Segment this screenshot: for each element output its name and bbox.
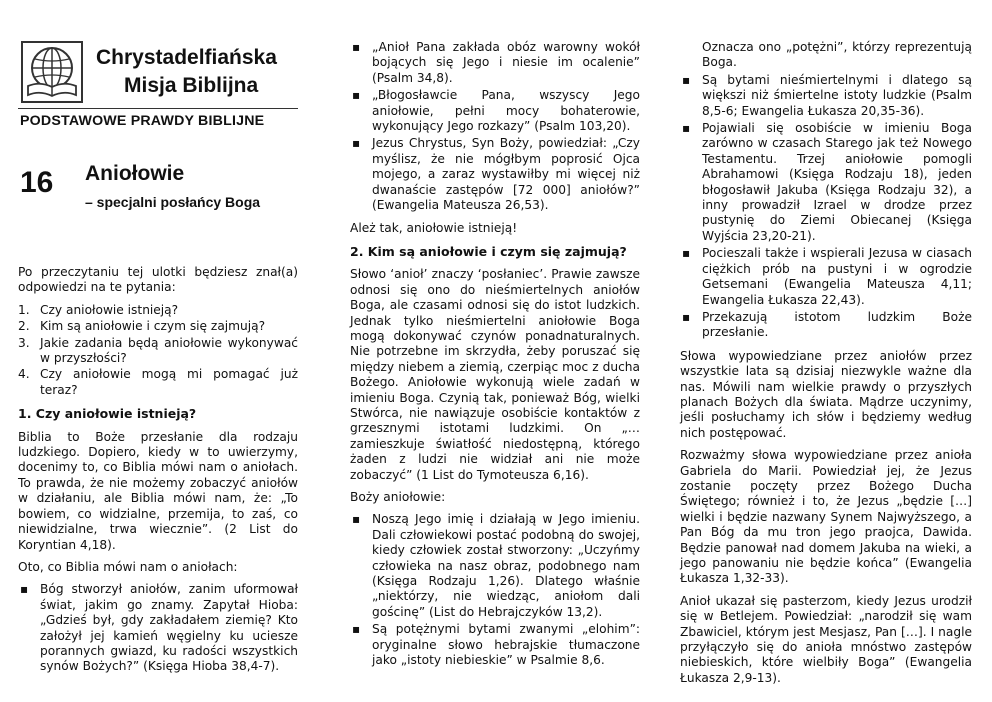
list-item <box>18 303 298 318</box>
item-text: Czy aniołowie istnieją? <box>40 302 179 317</box>
bullet-list <box>18 582 298 674</box>
intro-paragraph: Po przeczytaniu tej ulotki będziesz znał(a) odpowiedzi na te pytania: <box>18 265 298 295</box>
continued-text: Oznacza ono „potężni”, którzy reprezentują Boga. <box>702 40 972 70</box>
list-item: ▪ „Błogosławcie Pana, wszyscy Jego aniołowie, pełni mocy bohaterowie, wykonujący Jego rozkazy” (Psalm 103,20). <box>350 88 640 134</box>
item-number: 3. <box>18 335 30 350</box>
list-item: ▪ Bóg stworzył aniołów, zanim uformował świat, jakim go znamy. Zapytał Hioba: „Gdzieś był, gdy zakładałem ziemię? Kto założył jej kamień węgielny ku uciesze porannych gwiazd, ku radości wszystkich synów Bożych?” (Księga Hioba 38,4-7). <box>18 582 298 674</box>
bullet-list <box>350 40 640 213</box>
paragraph: Boży aniołowie: <box>350 489 446 504</box>
header-divider <box>18 108 298 109</box>
page-subtitle: – specjalni posłańcy Boga <box>85 194 261 210</box>
paragraph: Anioł ukazał się pasterzom, kiedy Jezus urodził się w Betlejem. Powiedział: „narodził się wam Zbawiciel, którym jest Mesjasz, Pan […]. I nagle przyłączyło się do anioła mnóstwo zastępów niebieskich, które wielbiły Boga” (Ewangelia Łukasza 2,9-13). <box>680 593 972 685</box>
list-item: ▪ „Anioł Pana zakłada obóz warowny wokół bojących się Jego i niesie im ocalenie” (Psalm 34,8). <box>350 40 640 86</box>
globe-bible-logo-icon <box>20 40 84 104</box>
item-number: 2. <box>18 319 30 334</box>
paragraph: Rozważmy słowa wypowiedziane przez anioła Gabriela do Marii. Powiedział jej, że Jezus zostanie poczęty przez Bożego Ducha Świętego; również i to, że Jezus „będzie […] wielki i będzie nazwany Synem Najwyższego, a Pan Bóg da mu tron jego praojca, Dawida. Będzie panował nad domem Jakuba na wieki, a jego panowaniu nie będzie końca” (Ewangelia Łukasza 1,32-33). <box>680 448 972 586</box>
paragraph: Słowo ‘anioł’ znaczy ‘posłaniec’. Prawie zawsze odnosi się ono do nieśmiertelnych aniołów Boga, ale czasami odnosi się do istot ludzkich. Jednak tylko nieśmiertelni aniołowie Boga mogą dokonywać czynów ponadnaturalnych. Nie potrzebne im skrzydła, żeby poruszać się między niebem a ziemią, czerpiąc moc z ducha Bożego. Aniołowie wykonują wiele zadań w imieniu Boga. Czynią tak, ponieważ Bóg, wielki Stwórca, nie nawiązuje osobiście kontaktów z grzesznymi istotami ludzkimi. On „…zamieszkuje światłość niedostępną, którego żaden z ludzi nie widział ani nie może zobaczyć” (1 List do Tymoteusza 6,16). <box>350 267 640 482</box>
section-heading: 2. Kim są aniołowie i czym się zajmują? <box>350 243 627 259</box>
questions-list <box>18 303 298 398</box>
item-text: Kim są aniołowie i czym się zajmują? <box>40 319 266 334</box>
paragraph: Biblia to Boże przesłanie dla rodzaju ludzkiego. Dopiero, kiedy w to uwierzymy, docenimy to, co Biblia mówi nam o aniołach. To prawda, że nie możemy zobaczyć aniołów w działaniu, ale Biblia mówi nam, że: „To bowiem, co widzialne, przemija, to zaś, co niewidzialne, trwa wiecznie”. (2 List do Koryntian 4,18). <box>18 429 298 552</box>
section-heading: 1. Czy aniołowie istnieją? <box>18 406 197 422</box>
paragraph: Ależ tak, aniołowie istnieją! <box>350 221 518 236</box>
lesson-number: 16 <box>20 166 54 199</box>
list-item: ▪ Przekazują istotom ludzkim Boże przesłanie. <box>680 310 972 341</box>
paragraph: Oto, co Biblia mówi nam o aniołach: <box>18 559 238 574</box>
series-title: PODSTAWOWE PRAWDY BIBLIJNE <box>20 113 265 129</box>
item-number: 1. <box>18 302 30 317</box>
organization-name: Chrystadelfiańska <box>96 46 277 69</box>
list-item: ▪ Pojawiali się osobiście w imieniu Boga zarówno w czasach Starego jak też Nowego Testamentu. Trzej aniołowie pomogli Abrahamowi (Księga Rodzaju 18), jeden błogosławił Jakuba (Księga Rodzaju 32), a inny prowadził Izrael w drodze przez pustynię do Ziemi Obiecanej (Księga Wyjścia 23,20-21). <box>680 121 972 244</box>
item-text: Czy aniołowie mogą mi pomagać już teraz? <box>40 367 298 397</box>
column-3 <box>680 40 972 693</box>
item-number: 4. <box>18 367 30 382</box>
list-item <box>18 336 298 367</box>
bullet-list <box>680 73 972 341</box>
column-2 <box>350 40 640 676</box>
list-item: ▪ Noszą Jego imię i działają w Jego imieniu. Dali człowiekowi postać podobną do swojej, kiedy człowiek został stworzony: „Uczyńmy człowieka na nasz obraz, podobnego nam (Księga Rodzaju 1,26). Dlatego właśnie „niektórzy, nie wiedząc, aniołom dali gościnę” (List do Hebrajczyków 13,2). <box>350 512 640 620</box>
organization-name-line2: Misja Biblijna <box>124 74 259 97</box>
list-item <box>18 319 298 334</box>
list-item: ▪ Pocieszali także i wspierali Jezusa w ciasach ciężkich prób na pustyni i w ogrodzie Getsemani (Ewangelia Mateusza 4,11; Ewangelia Łukasza 22,43). <box>680 246 972 308</box>
item-text: Jakie zadania będą aniołowie wykonywać w przyszłości? <box>40 335 298 366</box>
list-item: ▪ Są potężnymi bytami zwanymi „elohim”: oryginalne słowo hebrajskie tłumaczone jako „istoty niebieskie” w Psalmie 8,6. <box>350 622 640 668</box>
bullet-list <box>350 512 640 668</box>
list-item: ▪ Jezus Chrystus, Syn Boży, powiedział: „Czy myślisz, że nie mógłbym poprosić Ojca mojego, a zaraz wystawiłby mi więcej niż dwanaście zastępów [72 000] aniołów?” (Ewangelia Mateusza 26,53). <box>350 136 640 213</box>
list-item: ▪ Są bytami nieśmiertelnymi i dlatego są większi niż śmiertelne istoty ludzkie (Psalm 8,5-6; Ewangelia Łukasza 20,35-36). <box>680 73 972 119</box>
list-item <box>18 367 298 398</box>
column-1 <box>18 265 298 683</box>
paragraph: Słowa wypowiedziane przez aniołów przez wszystkie lata są dzisiaj niezwykle ważne dla nas. Mówili nam wielkie prawdy o przyszłych planach Bożych dla świata. Mądrze uczynimy, jeśli posłuchamy ich słów i będziemy według nich postępować. <box>680 348 972 440</box>
page-title: Aniołowie <box>85 162 185 185</box>
